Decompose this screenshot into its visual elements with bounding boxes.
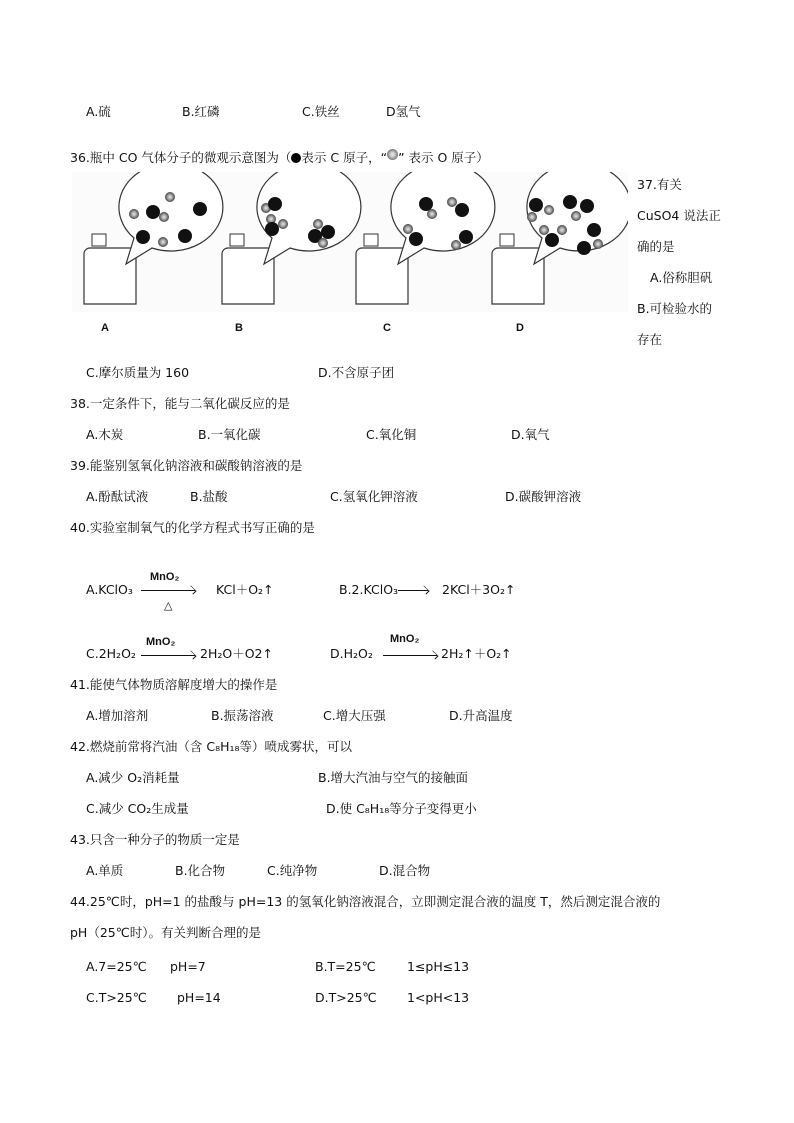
option-a: A.增加溶剂 xyxy=(86,708,149,723)
option-c: C.铁丝 xyxy=(302,104,340,119)
option-c: C.氧化铜 xyxy=(366,427,417,442)
option-b: B.一氧化碳 xyxy=(198,427,261,442)
option-a: A.木炭 xyxy=(86,427,124,442)
reaction-arrow xyxy=(141,655,195,656)
option-b: 存在 xyxy=(637,332,663,347)
option-a: A.单质 xyxy=(86,863,124,878)
option-c: C.增大压强 xyxy=(323,708,386,723)
option-c: C.氢氧化钾溶液 xyxy=(330,489,418,504)
heat-symbol: △ xyxy=(164,599,173,612)
option-d-ph: 1<pH<13 xyxy=(407,990,470,1005)
option-b: B.化合物 xyxy=(175,863,226,878)
option-c-temp: C.T>25℃ xyxy=(86,990,147,1005)
reaction-arrow xyxy=(398,590,428,591)
question-37-stem: 确的是 xyxy=(637,239,675,254)
equation-b-product: 2KCl＋3O₂↑ xyxy=(442,582,516,597)
question-39-stem: 39.能鉴别氢氧化钠溶液和碳酸钠溶液的是 xyxy=(70,458,303,473)
question-38-stem: 38.一定条件下，能与二氧化碳反应的是 xyxy=(70,396,290,411)
option-a: A.减少 O₂消耗量 xyxy=(86,770,180,785)
question-36-stem xyxy=(70,149,489,166)
equation-d-product: 2H₂↑＋O₂↑ xyxy=(441,646,512,661)
equation-a-reactant: A.KClO₃ xyxy=(86,582,133,597)
question-37-stem: 37.有关 xyxy=(637,177,682,192)
option-b: B.增大汽油与空气的接触面 xyxy=(318,770,469,785)
option-d: D.氧气 xyxy=(511,427,550,442)
reaction-arrow xyxy=(141,590,195,591)
oxygen-atom-icon xyxy=(387,149,398,160)
option-b-temp: B.T=25℃ xyxy=(315,959,376,974)
option-b: B.可检验水的 xyxy=(637,301,713,316)
figure-label-b: B xyxy=(235,322,243,334)
option-d: D.使 C₈H₁₈等分子变得更小 xyxy=(326,801,477,816)
reaction-arrow xyxy=(383,655,437,656)
equation-c-product: 2H₂O＋O2↑ xyxy=(200,646,273,661)
question-44-stem: pH（25℃时）。有关判断合理的是 xyxy=(70,925,262,940)
figure-label-d: D xyxy=(516,322,524,334)
option-c-ph: pH=14 xyxy=(177,990,221,1005)
question-37-stem: CuSO4 说法正 xyxy=(637,208,721,223)
option-a-ph: pH=7 xyxy=(170,959,206,974)
question-44-stem: 44.25℃时，pH=1 的盐酸与 pH=13 的氢氧化钠溶液混合，立即测定混合液的温度 T，然后测定混合液的 xyxy=(70,894,661,909)
option-b: B.振荡溶液 xyxy=(211,708,274,723)
molecule-diagram xyxy=(72,172,628,312)
option-a: A.硫 xyxy=(86,104,111,119)
question-43-stem: 43.只含一种分子的物质一定是 xyxy=(70,832,240,847)
option-c: C.减少 CO₂生成量 xyxy=(86,801,189,816)
equation-d-reactant: D.H₂O₂ xyxy=(330,646,373,661)
figure-label-a: A xyxy=(101,322,109,334)
option-d: D.混合物 xyxy=(379,863,431,878)
option-a: A.酚酞试液 xyxy=(86,489,149,504)
stem-text: 表示 C 原子，“ xyxy=(301,150,388,165)
stem-text: ” 表示 O 原子） xyxy=(398,150,489,165)
stem-text: 36.瓶中 CO 气体分子的微观示意图为（ xyxy=(70,150,292,165)
option-a: A.俗称胆矾 xyxy=(650,270,713,285)
option-d: D氢气 xyxy=(386,104,421,119)
question-42-stem: 42.燃烧前常将汽油（含 C₈H₁₈等）喷成雾状，可以 xyxy=(70,739,353,754)
equation-b-reactant: B.2.KClO₃ xyxy=(339,582,399,597)
option-d: D.升高温度 xyxy=(449,708,513,723)
equation-c-reactant: C.2H₂O₂ xyxy=(86,646,136,661)
option-b: B.红磷 xyxy=(182,104,220,119)
option-b-ph: 1≤pH≤13 xyxy=(407,959,470,974)
option-c: C.摩尔质量为 160 xyxy=(86,365,190,380)
option-c: C.纯净物 xyxy=(267,863,318,878)
option-d-temp: D.T>25℃ xyxy=(315,990,377,1005)
catalyst-label: MnO₂ xyxy=(150,571,180,583)
option-d: D.不含原子团 xyxy=(318,365,395,380)
figure-label-c: C xyxy=(383,322,391,334)
option-d: D.碳酸钾溶液 xyxy=(505,489,582,504)
carbon-atom-icon xyxy=(291,153,301,163)
catalyst-label: MnO₂ xyxy=(146,636,176,648)
question-41-stem: 41.能使气体物质溶解度增大的操作是 xyxy=(70,677,278,692)
equation-a-product: KCl＋O₂↑ xyxy=(216,582,274,597)
option-a-temp: A.7=25℃ xyxy=(86,959,147,974)
question-40-stem: 40.实验室制氧气的化学方程式书写正确的是 xyxy=(70,520,315,535)
option-b: B.盐酸 xyxy=(190,489,228,504)
catalyst-label: MnO₂ xyxy=(390,633,420,645)
